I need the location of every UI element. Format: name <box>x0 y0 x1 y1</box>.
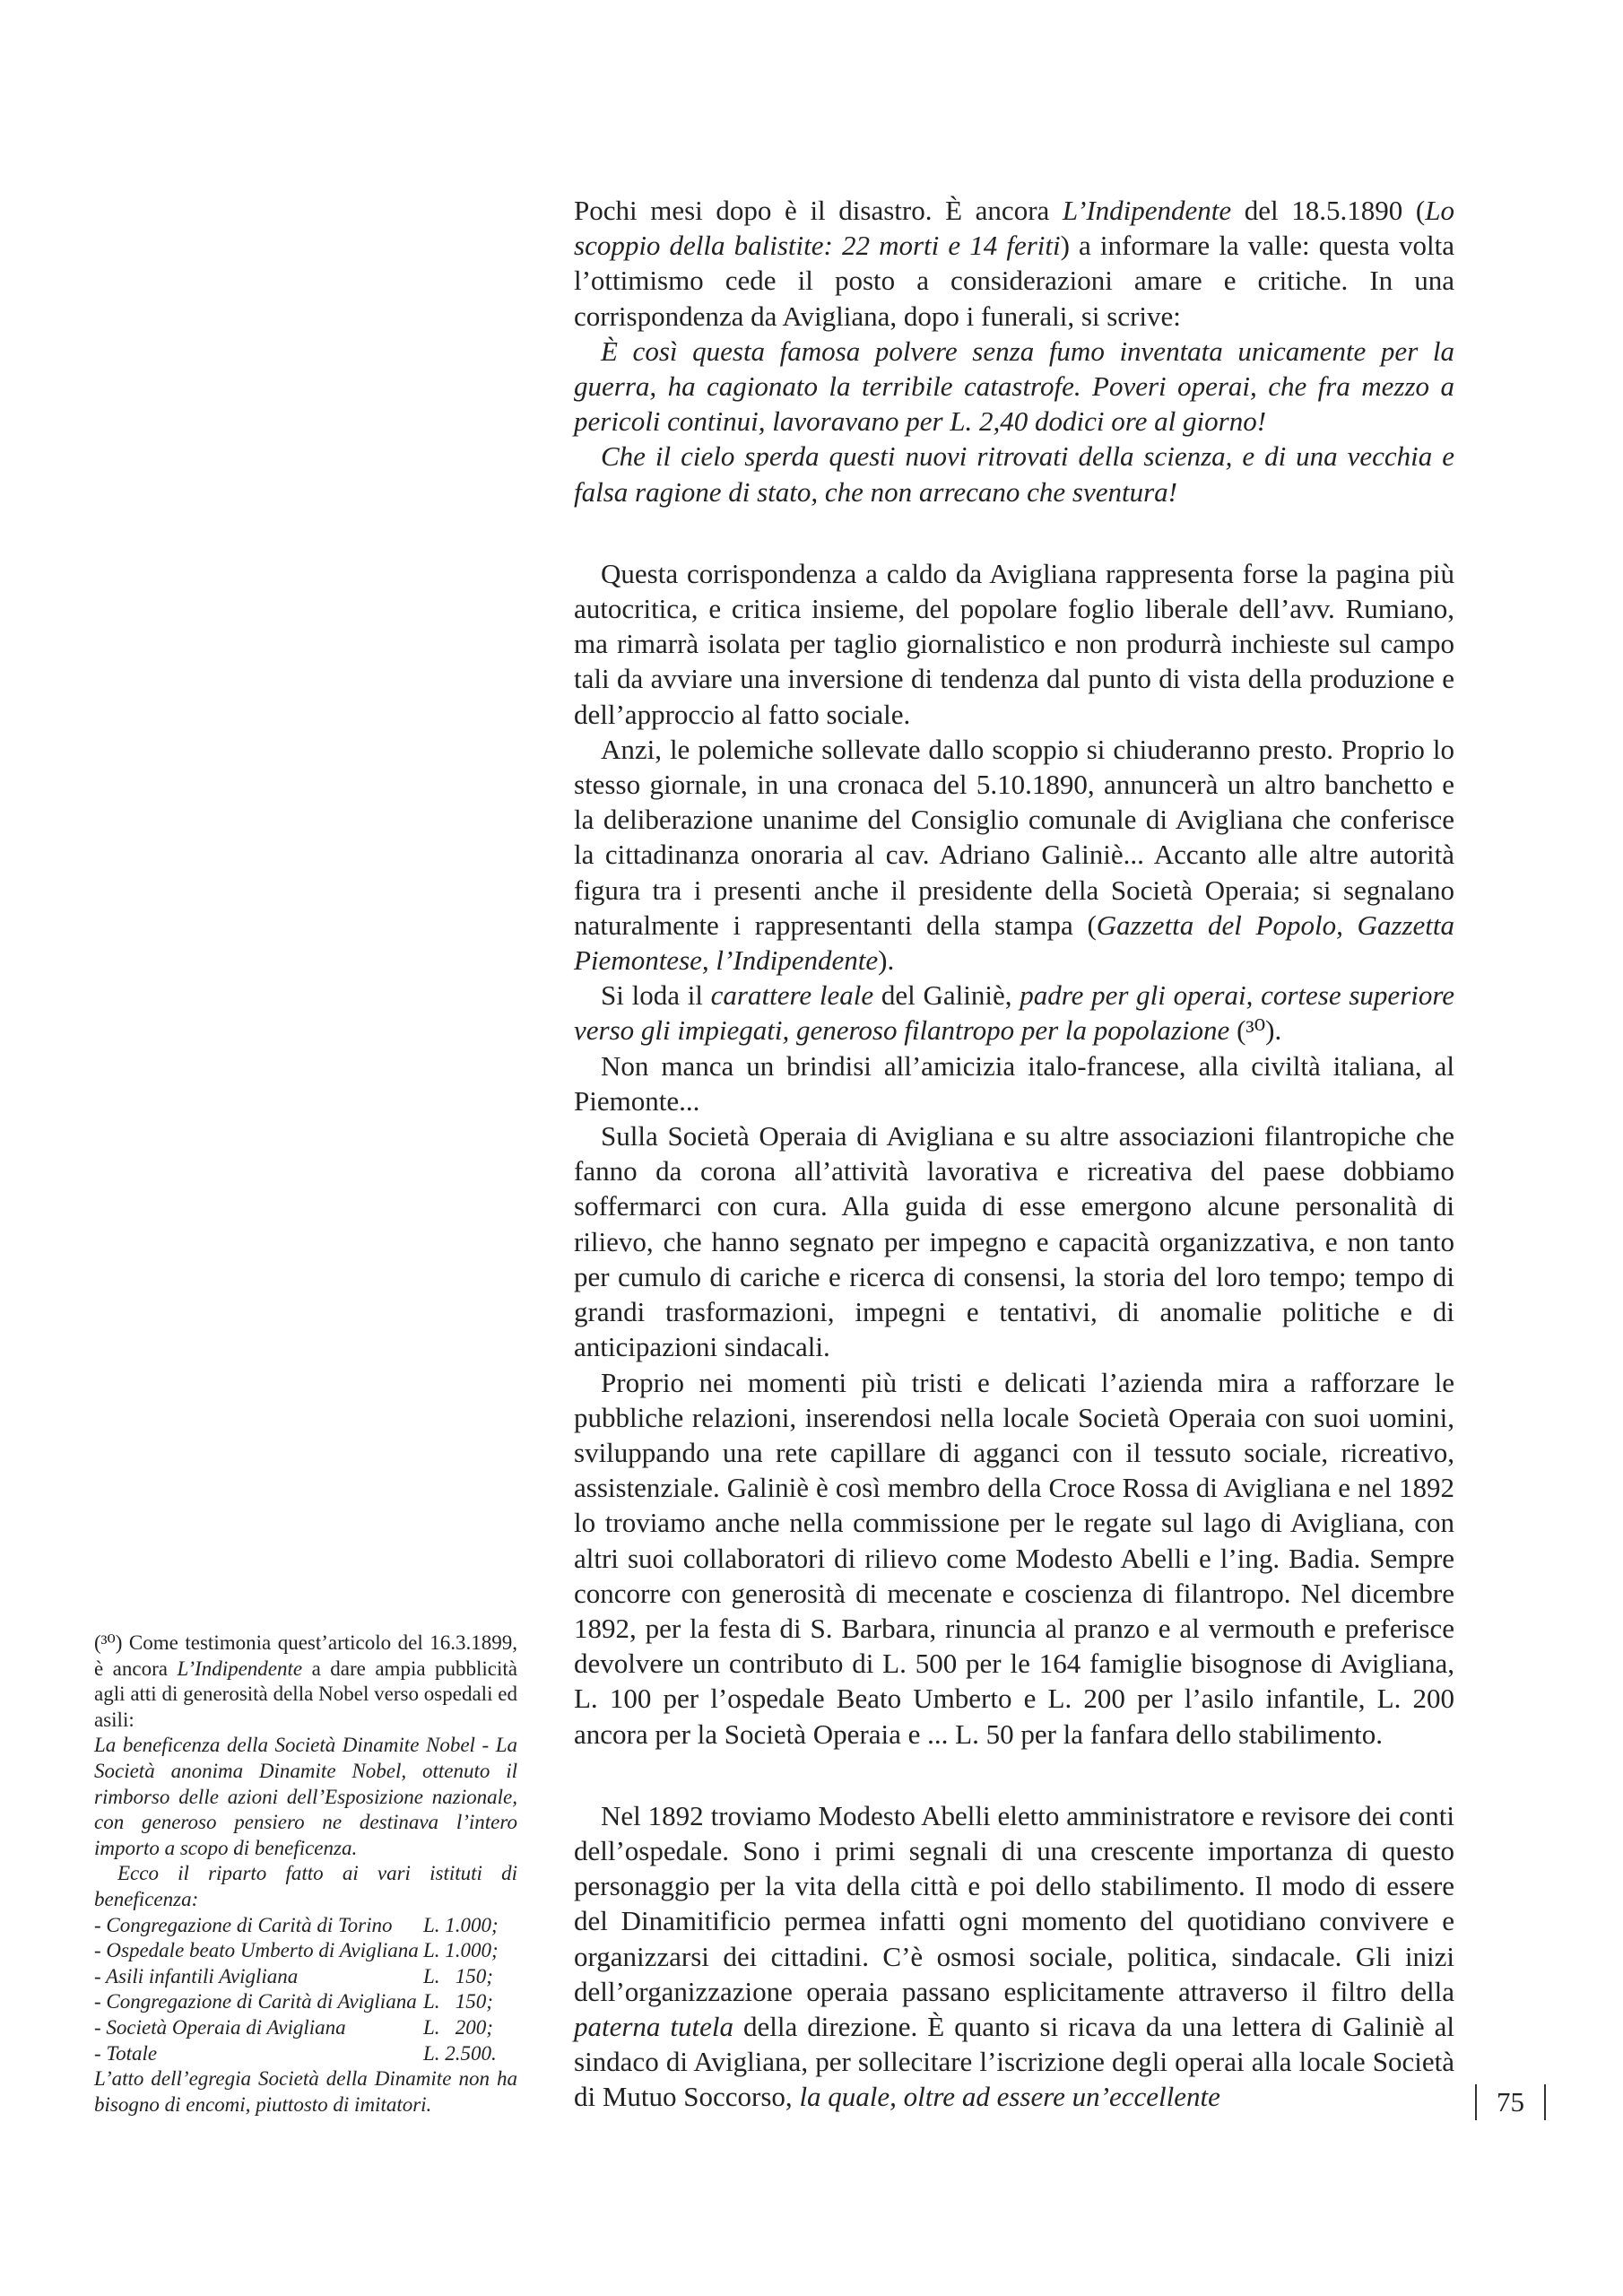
donation-amount: L. 150; <box>423 1964 493 1987</box>
donation-row <box>94 1938 517 1964</box>
donation-row <box>94 1913 517 1939</box>
donation-amount: L. 200; <box>423 2015 493 2039</box>
quote-line-1: È così questa famosa polvere senza fumo inventata unicamente per la guerra, ha cagionato la terribile catastrofe. Poveri operai, che fra mezzo a pericoli continui, lavoravano per L. 2,40 dodici ore al giorno! <box>574 335 1454 438</box>
donation-recipient: - Società Operaia di Avigliana <box>94 2015 346 2039</box>
paragraph-public-relations: Proprio nei momenti più tristi e delicati l’azienda mira a rafforzare le pubbliche relazioni, inserendosi nella locale Società Operaia con suoi uomini, sviluppando una rete capillare di agganci con il tessuto sociale, ricreativo, assistenziale. Galiniè è così membro della Croce Rossa di Avigliana e nel 1892 lo troviamo anche nella commissione per le regate sul lago di Avigliana, con altri suoi collaboratori di rilievo come Modesto Abelli e l’ing. Badia. Sempre concorre con generosità di mecenate e coscienza di filantropo. Nel dicembre 1892, per la festa di S. Barbara, rinuncia al pranzo e al vermouth e preferisce devolvere un contributo di L. 500 per le 164 famiglie bisognose di Avigliana, L. 100 per l’ospedale Beato Umberto e L. 200 per l’asilo infantile, L. 200 ancora per la Società Operaia e ... L. 50 per la fanfara dello stabilimento. <box>574 1366 1454 1750</box>
donation-recipient: - Asili infantili Avigliana <box>94 1964 299 1987</box>
donation-row <box>94 1989 517 2015</box>
donation-list <box>94 1913 517 2067</box>
paragraph-polemics: Anzi, le polemiche sollevate dallo scoppio si chiuderanno presto. Proprio lo stesso giornale, in una cronaca del 5.10.1890, annuncerà un altro banchetto e la deliberazione unanime del Consiglio comunale di Avigliana che conferisce la cittadinanza onoraria al cav. Adriano Galiniè... Accanto alle altre autorità figura tra i presenti anche il presidente della Società Operaia; si segnalano naturalmente i rappresentanti della stampa (Gazzetta del Popolo, Gazzetta Piemontese, l’Indipendente). <box>574 733 1455 977</box>
donation-amount: L. 2.500. <box>423 2041 497 2065</box>
donation-recipient: - Congregazione di Carità di Avigliana <box>94 1990 417 2013</box>
footnote-closing: L’atto dell’egregia Società della Dinamite non ha bisogno di encomi, piuttosto di imitatori. <box>94 2067 517 2116</box>
page-number <box>1475 2079 1546 2126</box>
donation-amount: L. 1.000; <box>423 1913 499 1936</box>
donation-row <box>94 2041 517 2067</box>
paragraph-disaster: Pochi mesi dopo è il disastro. È ancora L’Indipendente del 18.5.1890 (Lo scoppio della balistite: 22 morti e 14 feriti) a informare la valle: questa volta l’ottimismo cede il posto a considerazioni amare e critiche. In una corrispondenza da Avigliana, dopo i funerali, si scrive: <box>574 195 1454 332</box>
donation-amount: L. 1.000; <box>423 1939 499 1962</box>
footnote-quote: La beneficenza della Società Dinamite Nobel - La Società anonima Dinamite Nobel, ottenuto il rimborso delle azioni dell’Esposizione nazionale, con generoso pensiero ne destinava l’intero importo a scopo di beneficenza. <box>94 1734 517 1859</box>
page-rule-right <box>1544 2084 1546 2120</box>
paragraph-toast: Non manca un brindisi all’amicizia italo-francese, alla civiltà italiana, al Piemonte... <box>574 1049 1454 1117</box>
paragraph-societa-operaia: Sulla Società Operaia di Avigliana e su altre associazioni filantropiche che fanno da corona all’attività lavorativa e ricreativa del paese dobbiamo soffermarci con cura. Alla guida di esse emergono alcune personalità di rilievo, che hanno segnato per impegno e capacità organizzativa, e non tanto per cumulo di cariche e ricerca di consensi, la storia del loro tempo; tempo di grandi trasformazioni, impegni e tentativi, di anomalie politiche e di anticipazioni sindacali. <box>574 1120 1454 1363</box>
footnote-lead: Ecco il riparto fatto ai vari istituti di beneficenza: <box>94 1862 517 1910</box>
paragraph-correspondence: Questa corrispondenza a caldo da Avigliana rappresenta forse la pagina più autocritica, e critica insieme, del popolare foglio liberale dell’avv. Rumiano, ma rimarrà isolata per taglio giornalistico e non produrrà inchieste sul campo tali da avviare una inversione di tendenza dal punto di vista della produzione e dell’approccio al fatto sociale. <box>574 557 1454 730</box>
page-number-text: 75 <box>1497 2086 1524 2118</box>
donation-recipient: - Totale <box>94 2041 158 2065</box>
donation-recipient: - Ospedale beato Umberto di Avigliana <box>94 1939 419 1962</box>
footnote-intro: (³⁰) Come testimonia quest’articolo del 16.3.1899, è ancora L’Indipendente a dare ampia pubblicità agli atti di generosità della Nobel verso ospedali ed asili: <box>94 1631 517 1731</box>
paragraph-praise: Si loda il carattere leale del Galiniè, padre per gli operai, cortese superiore verso gli impiegati, generoso filantropo per la popolazione (³⁰). <box>574 979 1454 1047</box>
quote-line-2: Che il cielo sperda questi nuovi ritrovati della scienza, e di una vecchia e falsa ragione di stato, che non arrecano che sventura! <box>574 440 1454 508</box>
main-text-column <box>574 193 1454 2115</box>
paragraph-abelli: Nel 1892 troviamo Modesto Abelli eletto amministratore e revisore dei conti dell’ospedale. Sono i primi segnali di una crescente importanza di questo personaggio per la vita della città e poi dello stabilimento. Il modo di essere del Dinamitificio permea infatti ogni momento del quotidiano convivere e organizzarsi dei cittadini. C’è osmosi sociale, politica, sindacale. Gli inizi dell’organizzazione operaia passano esplicitamente attraverso il filtro della paterna tutela della direzione. È quanto si ricava da una lettera di Galiniè al sindaco di Avigliana, per sollecitare l’iscrizione degli operai alla locale Società di Mutuo Soccorso, la quale, oltre ad essere un’eccellente <box>574 1799 1454 2113</box>
donation-amount: L. 150; <box>423 1990 493 2013</box>
donation-row <box>94 1964 517 1990</box>
donation-recipient: - Congregazione di Carità di Torino <box>94 1913 393 1936</box>
footnote-30 <box>94 1631 517 2118</box>
donation-row <box>94 2015 517 2041</box>
